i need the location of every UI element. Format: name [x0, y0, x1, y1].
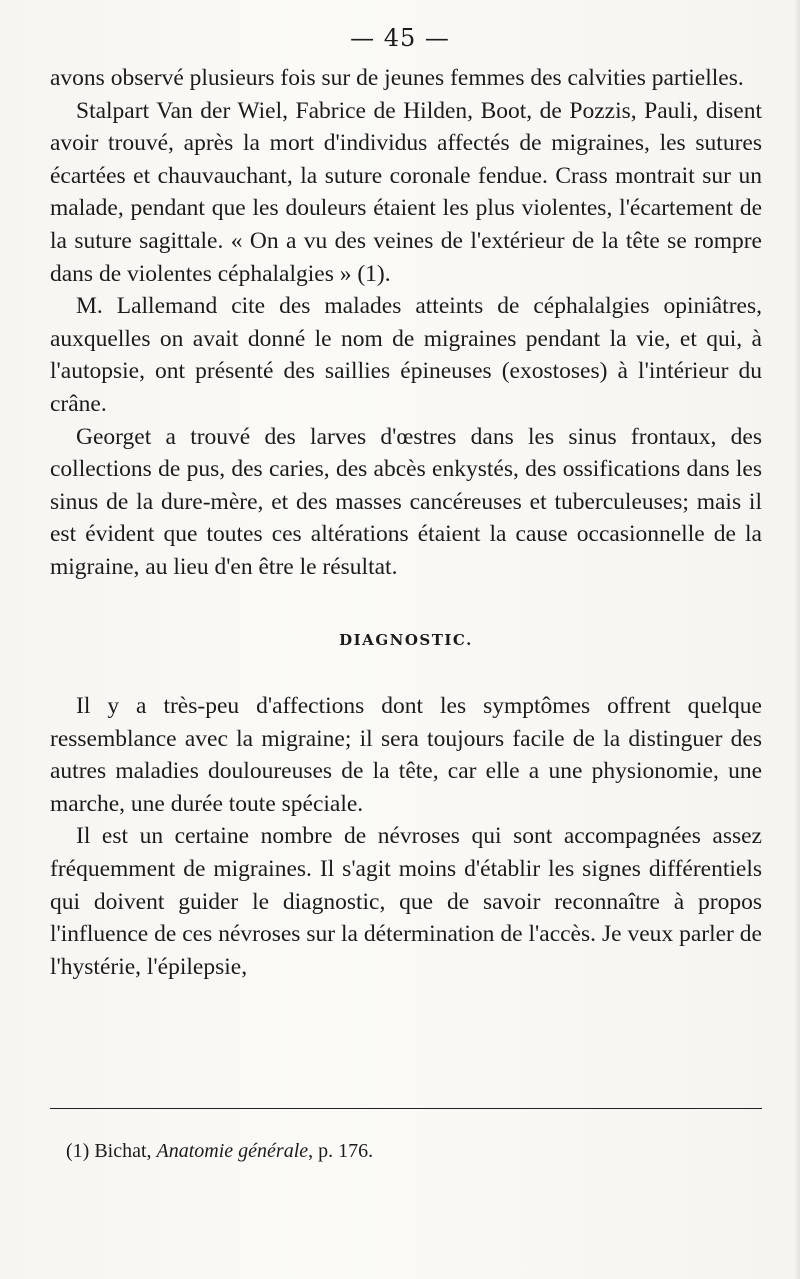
footnote-rest: , p. 176. [308, 1140, 374, 1162]
footnote-title: Anatomie générale [156, 1140, 309, 1162]
page-edge-shadow [794, 0, 800, 1279]
footnote-divider [50, 1108, 762, 1109]
paragraph: avons observé plusieurs fois sur de jeunes femmes des calvities partielles. [50, 65, 744, 91]
paragraph: M. Lallemand cite des malades atteints de céphalalgies opiniâtres, auxquelles on avait donné le nom de migraines pendant la vie, et qui, à l'autopsie, ont présenté des saillies épineuses (exostoses) à l'intérieur du crâne. [50, 293, 762, 417]
paragraph: Il est un certaine nombre de névroses qui sont accompagnées assez fréquemment de migraines. Il s'agit moins d'établir les signes différentiels qui doivent guider le diagnostic, que de savoir reconnaître à propos l'influence de ces névroses sur la détermination de l'accès. Je veux parler de l'hystérie, l'épilepsie, [50, 823, 762, 980]
footnote [66, 1140, 756, 1163]
footnote-marker: (1) Bichat, [66, 1140, 152, 1162]
section-heading: DIAGNOSTIC. [339, 630, 473, 649]
page-number: — 45 — [350, 24, 450, 52]
paragraph: Il y a très-peu d'affections dont les symptômes offrent quelque ressemblance avec la migraine; il sera toujours facile de la distinguer des autres maladies douloureuses de la tête, car elle a une physionomie, une marche, une durée toute spéciale. [50, 693, 762, 817]
paragraph: Georget a trouvé des larves d'œstres dans les sinus frontaux, des collections de pus, des caries, des abcès enkystés, des ossifications dans les sinus de la dure-mère, et des masses cancéreuses et tuberculeuses; mais il est évident que toutes ces altérations étaient la cause occasionnelle de la migraine, au lieu d'en être le résultat. [50, 423, 762, 580]
body-text [50, 62, 762, 983]
paragraph: Stalpart Van der Wiel, Fabrice de Hilden, Boot, de Pozzis, Pauli, disent avoir trouvé, après la mort d'individus affectés de migraines, les sutures écartées et chauvauchant, la suture coronale fendue. Crass montrait sur un malade, pendant que les douleurs étaient les plus violentes, l'écartement de la suture sagittale. « On a vu des veines de l'extérieur de la tête se rompre dans de violentes céphalalgies » (1). [50, 97, 762, 287]
